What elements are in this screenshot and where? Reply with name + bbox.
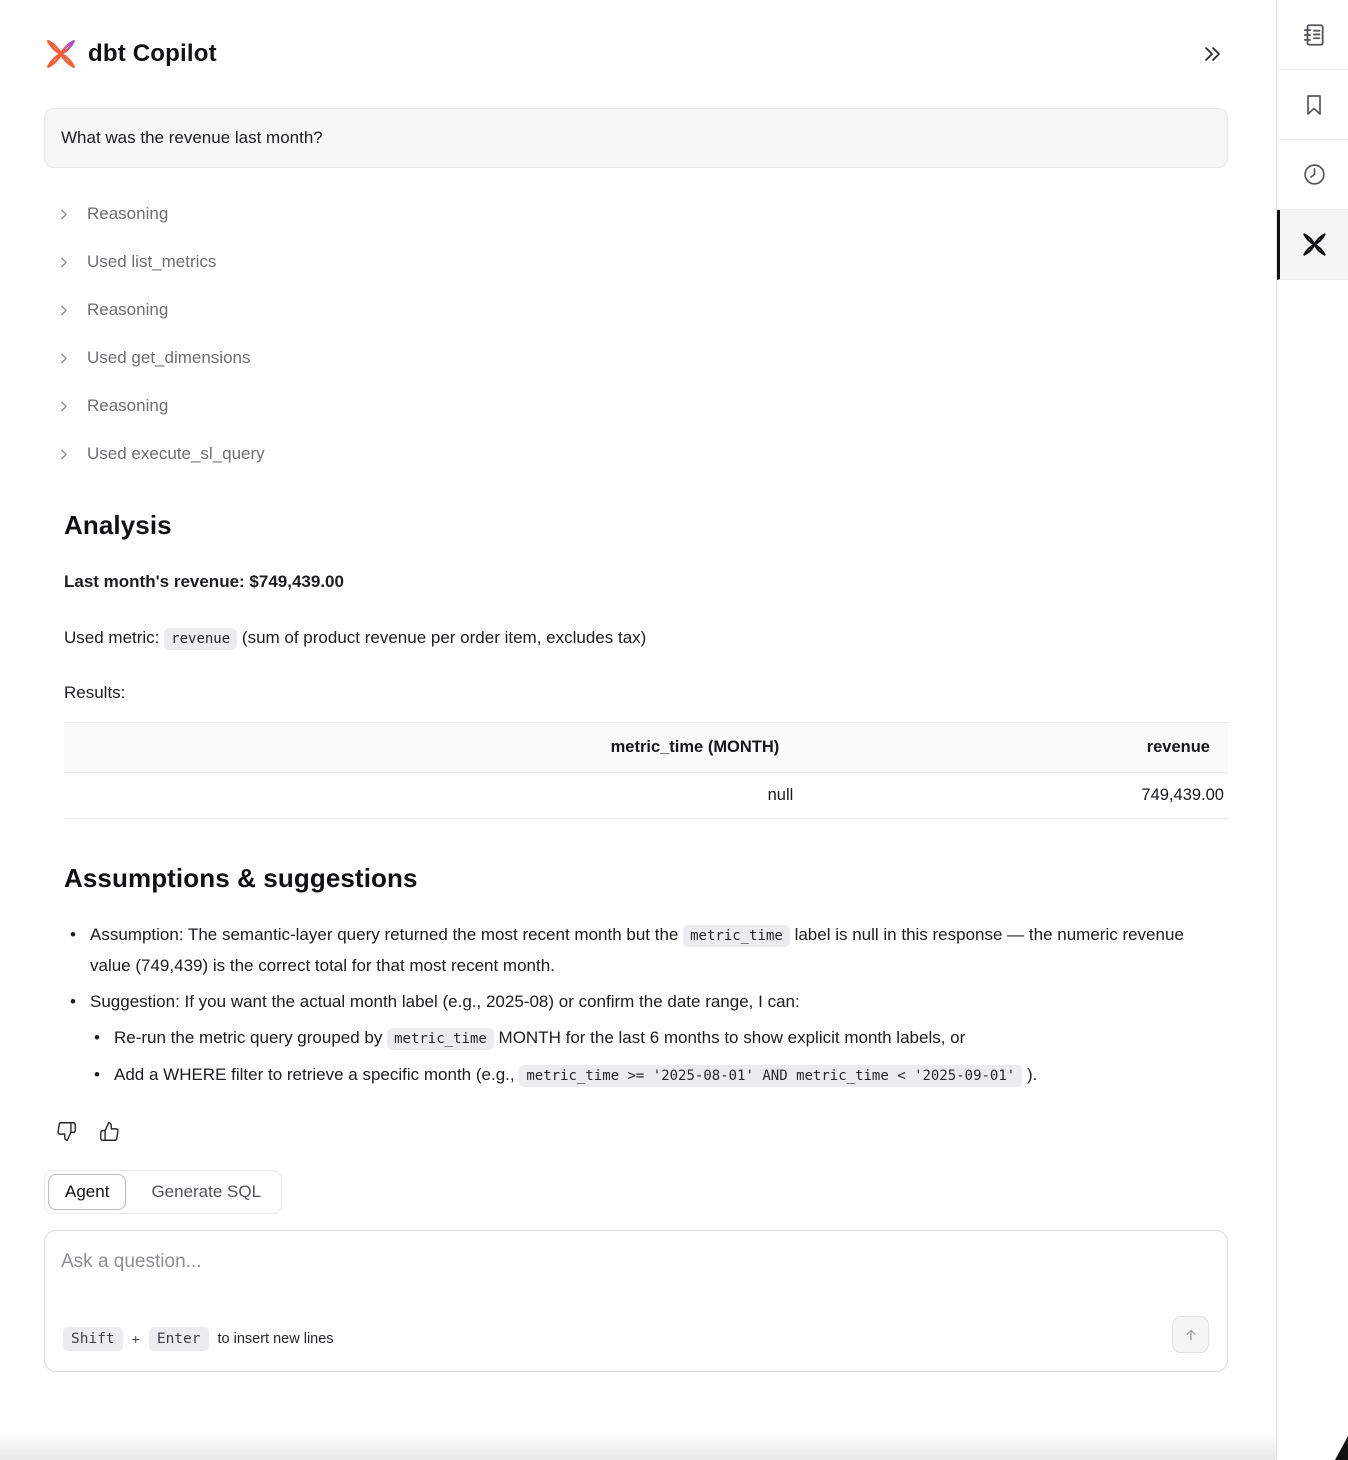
- sidebar-item-notebook[interactable]: [1277, 0, 1348, 70]
- assumptions-section: [64, 863, 1228, 1091]
- plus-sign: +: [131, 1331, 140, 1347]
- analysis-section: [64, 510, 1228, 819]
- list-item: [90, 1023, 1228, 1054]
- right-icon-rail: [1276, 0, 1348, 1460]
- results-table-header-row: [64, 723, 1228, 773]
- suggestion-text: MONTH for the last 6 months to show explicit month labels, or: [498, 1028, 966, 1047]
- bottom-fade: [0, 1430, 1276, 1460]
- mode-switcher: [44, 1170, 282, 1214]
- where-filter-code-chip: metric_time >= '2025-08-01' AND metric_time < '2025-09-01': [519, 1065, 1022, 1087]
- assumptions-heading: Assumptions & suggestions: [64, 863, 418, 893]
- hint-text: to insert new lines: [217, 1331, 334, 1347]
- question-input[interactable]: [45, 1231, 1227, 1305]
- collapse-panel-button[interactable]: [1196, 39, 1228, 69]
- cell-metric-time: null: [64, 773, 797, 819]
- thumbs-down-icon: [56, 1121, 77, 1142]
- suggestion-text: ).: [1026, 1065, 1038, 1084]
- step-used-get-dimensions[interactable]: [56, 334, 1228, 382]
- steps-list: [44, 190, 1228, 478]
- thumbs-down-button[interactable]: [54, 1119, 79, 1144]
- step-label: Used execute_sl_query: [87, 444, 265, 463]
- cell-revenue: 749,439.00: [797, 773, 1228, 819]
- thumbs-up-icon: [99, 1121, 120, 1142]
- shift-key-chip: Shift: [63, 1327, 123, 1351]
- list-item: [64, 920, 1228, 981]
- assumption-text: label is null in this response — the numeric revenue value (749,439) is the correct total for that most recent month.: [90, 925, 1184, 975]
- step-used-list-metrics[interactable]: [56, 238, 1228, 286]
- step-label: Reasoning: [87, 204, 169, 223]
- used-metric-line: [64, 625, 1228, 652]
- rail-filler: [1277, 280, 1348, 1460]
- question-composer: [44, 1230, 1228, 1372]
- arrow-up-icon: [1183, 1327, 1199, 1343]
- dbt-copilot-icon: [1301, 231, 1328, 258]
- suggestion-text: Re-run the metric query grouped by: [114, 1028, 383, 1047]
- step-label: Used get_dimensions: [87, 348, 251, 367]
- chevron-right-icon: [56, 207, 71, 222]
- assumptions-list: [64, 920, 1228, 1091]
- feedback-controls: [44, 1119, 1228, 1144]
- send-button[interactable]: [1172, 1316, 1209, 1353]
- user-message-text: What was the revenue last month?: [61, 128, 323, 147]
- list-item: [90, 1060, 1228, 1091]
- metric-time-code-chip: metric_time: [683, 925, 790, 947]
- history-clock-icon: [1302, 162, 1327, 187]
- chevron-right-icon: [56, 447, 71, 462]
- chevron-right-icon: [56, 255, 71, 270]
- table-row: [64, 773, 1228, 819]
- step-reasoning-1[interactable]: [56, 190, 1228, 238]
- column-header-metric-time: metric_time (MONTH): [64, 723, 797, 773]
- sidebar-item-bookmarks[interactable]: [1277, 70, 1348, 140]
- results-label: Results:: [64, 683, 126, 702]
- list-item: [64, 987, 1228, 1091]
- step-label: Reasoning: [87, 300, 169, 319]
- used-metric-suffix: (sum of product revenue per order item, excludes tax): [241, 628, 647, 647]
- chevron-right-icon: [56, 351, 71, 366]
- revenue-summary: Last month's revenue: $749,439.00: [64, 572, 344, 591]
- chevron-right-icon: [56, 303, 71, 318]
- step-label: Reasoning: [87, 396, 169, 415]
- brand: [44, 37, 217, 71]
- suggestions-sublist: [90, 1023, 1228, 1091]
- notebook-icon: [1301, 22, 1327, 48]
- metric-time-code-chip: metric_time: [387, 1028, 494, 1050]
- sidebar-item-history[interactable]: [1277, 140, 1348, 210]
- step-label: Used list_metrics: [87, 252, 217, 271]
- sidebar-item-copilot[interactable]: [1277, 210, 1348, 280]
- results-table: [64, 722, 1228, 819]
- step-reasoning-2[interactable]: [56, 286, 1228, 334]
- dbt-logo-icon: [44, 37, 78, 71]
- mouse-cursor: [1335, 1436, 1348, 1460]
- double-chevron-right-icon: [1200, 43, 1224, 65]
- chevron-right-icon: [56, 399, 71, 414]
- panel-header: [44, 0, 1228, 74]
- user-message: [44, 108, 1228, 168]
- assistant-response: [44, 510, 1228, 1091]
- step-reasoning-3[interactable]: [56, 382, 1228, 430]
- used-metric-prefix: Used metric:: [64, 628, 160, 647]
- thumbs-up-button[interactable]: [97, 1119, 122, 1144]
- assumption-text: Assumption: The semantic-layer query returned the most recent month but the: [90, 925, 679, 944]
- tab-agent[interactable]: Agent: [48, 1174, 126, 1210]
- tab-generate-sql[interactable]: Generate SQL: [134, 1174, 278, 1210]
- enter-key-chip: Enter: [149, 1327, 209, 1351]
- bookmark-icon: [1302, 93, 1326, 117]
- keyboard-hint: [63, 1327, 334, 1351]
- step-used-execute-sl-query[interactable]: [56, 430, 1228, 478]
- column-header-revenue: revenue: [797, 723, 1228, 773]
- metric-code-chip: revenue: [164, 628, 237, 650]
- suggestion-text: Suggestion: If you want the actual month label (e.g., 2025-08) or confirm the date range, I can:: [90, 992, 800, 1011]
- panel-title: dbt Copilot: [88, 40, 217, 67]
- suggestion-text: Add a WHERE filter to retrieve a specific month (e.g.,: [114, 1065, 515, 1084]
- analysis-heading: Analysis: [64, 510, 172, 540]
